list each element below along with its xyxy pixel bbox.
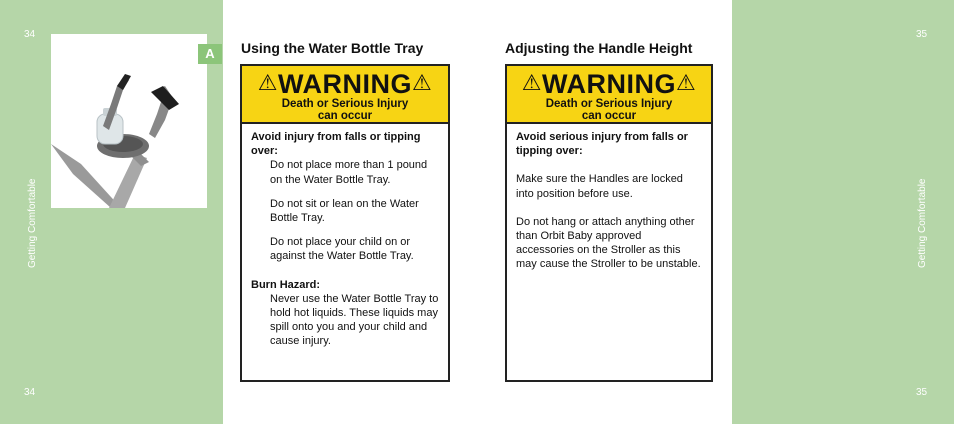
warning-box-water-bottle xyxy=(240,64,450,382)
warning-title: WARNING xyxy=(542,69,676,99)
warning-subtitle-line1: Death or Serious Injury xyxy=(545,98,673,110)
warning-body xyxy=(242,124,448,355)
water-bottle-tray-photo xyxy=(51,34,207,208)
warning-intro: Avoid injury from falls or tipping over: xyxy=(251,131,421,158)
warning-intro: Avoid serious injury from falls or tipping over: xyxy=(516,131,688,158)
section-label-left: Getting Comfortable xyxy=(27,178,38,268)
warning-item: Do not place more than 1 pound on the Water Bottle Tray. xyxy=(270,159,428,186)
page-number-left-top: 34 xyxy=(24,29,36,40)
stroller-handle-illustration xyxy=(51,34,207,208)
burn-hazard-text: Never use the Water Bottle Tray to hold hot liquids. These liquids may spill onto you and your child and cause injury. xyxy=(270,292,439,348)
warning-header xyxy=(507,66,711,124)
warning-paragraph: Make sure the Handles are locked into position before use. xyxy=(516,173,683,200)
page-number-left-bottom: 34 xyxy=(24,387,36,398)
warning-subtitle-line2: can occur xyxy=(317,110,373,122)
warning-subtitle-line1: Death or Serious Injury xyxy=(281,98,409,110)
warning-triangle-icon: ⚠ xyxy=(412,70,433,95)
handle-height-heading: Adjusting the Handle Height xyxy=(505,40,693,56)
warning-body xyxy=(507,124,711,278)
section-label-right: Getting Comfortable xyxy=(917,178,928,268)
warning-paragraph: Do not hang or attach anything other than Orbit Baby approved accessories on the Stroller as this may cause the Stroller to be unstable. xyxy=(516,215,701,271)
burn-hazard-heading: Burn Hazard: xyxy=(251,278,321,291)
warning-header xyxy=(242,66,448,124)
warning-subtitle-line2: can occur xyxy=(581,110,637,122)
page-number-right-bottom: 35 xyxy=(916,387,928,398)
warning-box-handle-height xyxy=(505,64,713,382)
warning-item: Do not sit or lean on the Water Bottle Tray. xyxy=(270,197,419,225)
warning-triangle-icon: ⚠ xyxy=(676,70,697,95)
page-number-right-top: 35 xyxy=(916,29,928,40)
figure-badge: A xyxy=(198,44,222,64)
warning-triangle-icon: ⚠ xyxy=(257,70,278,95)
warning-item: Do not place your child on or against the Water Bottle Tray. xyxy=(270,236,414,263)
warning-triangle-icon: ⚠ xyxy=(521,70,542,95)
warning-title: WARNING xyxy=(278,69,412,99)
water-bottle-tray-heading: Using the Water Bottle Tray xyxy=(241,40,424,56)
